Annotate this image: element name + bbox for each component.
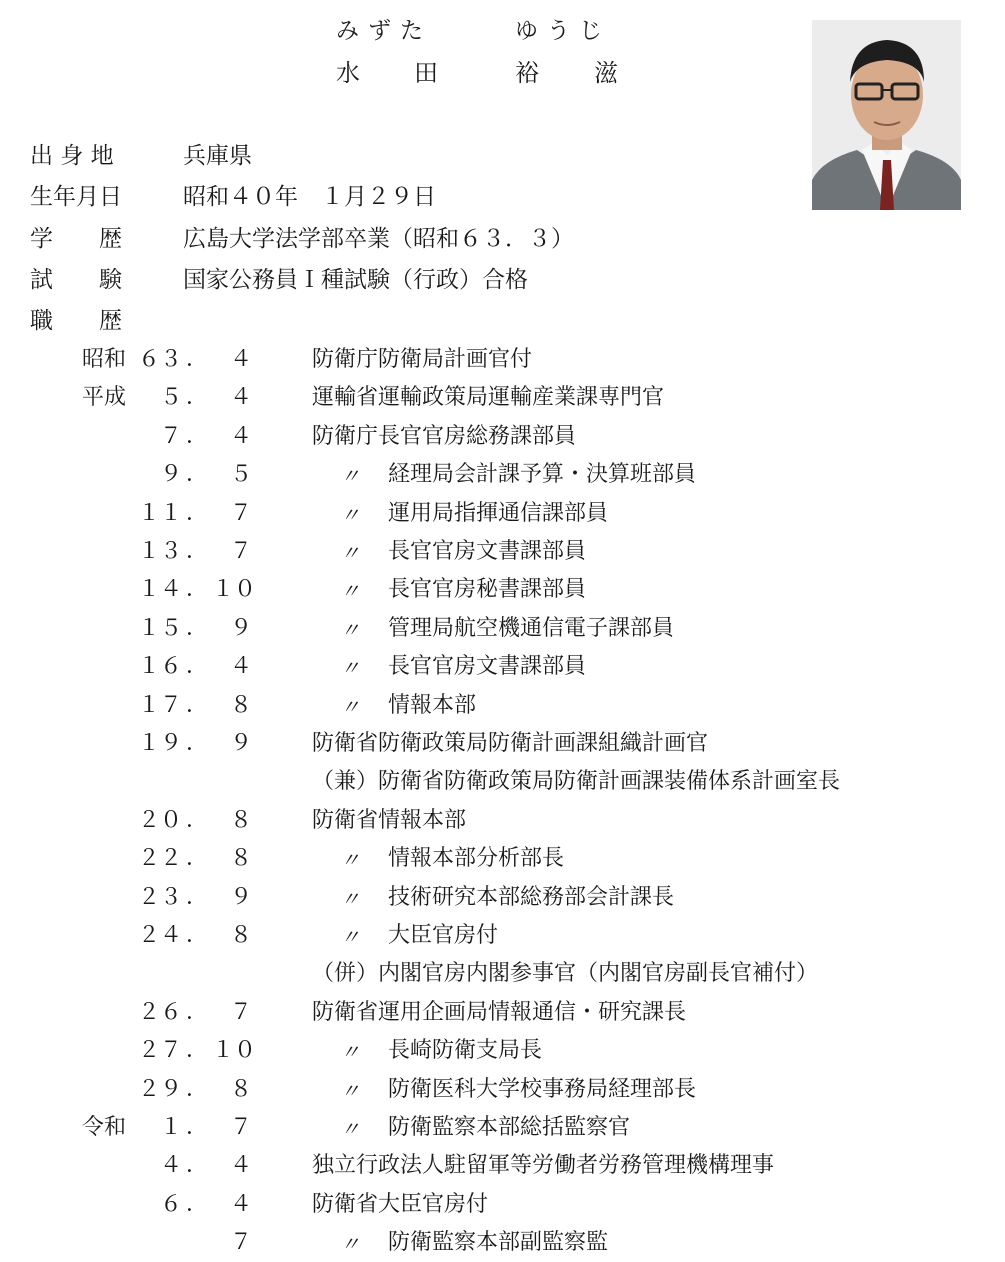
career-year: ２３ — [137, 885, 182, 910]
career-year: ５ — [159, 385, 182, 410]
name-kanji-given-1: 裕 — [515, 59, 539, 87]
career-month: ４ — [229, 347, 252, 372]
career-description: 技術研究本部総務部会計課長 — [388, 885, 675, 910]
career-description: 情報本部分析部長 — [388, 846, 565, 871]
career-year: ２７ — [137, 1038, 182, 1063]
career-description: 防衛医科大学校事務局経理部長 — [388, 1077, 697, 1102]
career-year: ４ — [159, 1153, 182, 1178]
value-exam: 国家公務員Ｉ種試験（行政）合格 — [183, 267, 528, 293]
career-dot: ． — [186, 385, 209, 410]
career-year: １６ — [137, 654, 182, 679]
career-year: ２６ — [137, 1000, 182, 1025]
label-career: 職 歴 — [30, 308, 122, 334]
career-description: 経理局会計課予算・決算班部員 — [388, 462, 697, 487]
career-description: 長官官房文書課部員 — [388, 539, 587, 564]
career-era: 平成 — [82, 385, 127, 410]
career-description: 防衛省防衛政策局防衛計画課組織計画官 — [312, 731, 709, 756]
career-month: ８ — [229, 1077, 252, 1102]
career-dot: ． — [186, 885, 209, 910]
career-description: 防衛監察本部副監察監 — [388, 1230, 609, 1255]
career-year: １３ — [137, 539, 182, 564]
career-month: ４ — [229, 1153, 252, 1178]
career-month: ７ — [229, 1115, 252, 1140]
career-month: ９ — [229, 885, 252, 910]
portrait-photo — [812, 20, 961, 210]
person-portrait-icon — [812, 20, 961, 210]
career-dot: ． — [186, 654, 209, 679]
career-dot: ． — [186, 616, 209, 641]
value-birthdate: 昭和４０年 １月２９日 — [183, 184, 436, 210]
career-month: ４ — [229, 1192, 252, 1217]
label-education: 学 歴 — [30, 226, 122, 252]
career-month: ８ — [229, 693, 252, 718]
name-kana-given: ゆうじ — [515, 18, 611, 44]
career-month: ４ — [229, 654, 252, 679]
career-year: ２４ — [137, 923, 182, 948]
career-month: ５ — [229, 462, 252, 487]
value-education: 広島大学法学部卒業（昭和６３．３） — [183, 226, 574, 252]
career-dot: ． — [186, 577, 209, 602]
career-dot: ． — [186, 1038, 209, 1063]
career-month: ９ — [229, 731, 252, 756]
career-dot: ． — [186, 539, 209, 564]
career-year: ６３ — [137, 347, 182, 372]
career-month: ８ — [229, 923, 252, 948]
career-year: ６ — [159, 1192, 182, 1217]
career-year: ７ — [159, 424, 182, 449]
ditto-mark: 〃 — [340, 887, 360, 911]
career-dot: ． — [186, 731, 209, 756]
label-birthdate: 生年月日 — [30, 184, 122, 210]
career-dot: ． — [186, 1153, 209, 1178]
career-month: ８ — [229, 808, 252, 833]
career-dot: ． — [186, 693, 209, 718]
career-description: 防衛省運用企画局情報通信・研究課長 — [312, 1000, 687, 1025]
career-dot: ． — [186, 1000, 209, 1025]
career-month: ７ — [229, 539, 252, 564]
career-year: ９ — [159, 462, 182, 487]
career-description: 長崎防衛支局長 — [388, 1038, 543, 1063]
career-description: 独立行政法人駐留軍等労働者労務管理機構理事 — [312, 1153, 775, 1178]
career-description: 長官官房文書課部員 — [388, 654, 587, 679]
career-description: 防衛監察本部総括監察官 — [388, 1115, 631, 1140]
ditto-mark: 〃 — [340, 1232, 360, 1256]
career-year: １７ — [137, 693, 182, 718]
career-month: １０ — [212, 577, 257, 602]
career-dot: ． — [186, 424, 209, 449]
career-description: 運輸省運輸政策局運輸産業課専門官 — [312, 385, 665, 410]
career-month: ７ — [229, 501, 252, 526]
career-dot: ． — [186, 462, 209, 487]
career-dot: ． — [186, 1192, 209, 1217]
career-description: （併）内閣官房内閣参事官（内閣官房副長官補付） — [312, 961, 819, 986]
career-month: ７ — [229, 1000, 252, 1025]
ditto-mark: 〃 — [340, 695, 360, 719]
career-description: 大臣官房付 — [388, 923, 499, 948]
career-dot: ． — [186, 347, 209, 372]
name-kanji-given-2: 滋 — [594, 59, 618, 87]
label-exam: 試 験 — [30, 267, 122, 293]
ditto-mark: 〃 — [340, 579, 360, 603]
ditto-mark: 〃 — [340, 848, 360, 872]
career-dot: ． — [186, 1077, 209, 1102]
career-month: １０ — [212, 1038, 257, 1063]
career-description: （兼）防衛省防衛政策局防衛計画課装備体系計画室長 — [312, 769, 841, 794]
name-kanji-family-1: 水 — [336, 59, 360, 87]
career-description: 防衛省大臣官房付 — [312, 1192, 489, 1217]
career-year: １１ — [137, 501, 182, 526]
career-month: ４ — [229, 385, 252, 410]
career-year: ２９ — [137, 1077, 182, 1102]
career-era: 令和 — [82, 1115, 127, 1140]
career-era: 昭和 — [82, 347, 127, 372]
career-month: ７ — [229, 1230, 252, 1255]
career-description: 防衛庁防衛局計画官付 — [312, 347, 533, 372]
career-description: 情報本部 — [388, 693, 477, 718]
name-kanji-family-2: 田 — [414, 59, 438, 87]
ditto-mark: 〃 — [340, 618, 360, 642]
career-description: 運用局指揮通信課部員 — [388, 501, 609, 526]
label-birthplace: 出 身 地 — [30, 143, 114, 169]
ditto-mark: 〃 — [340, 925, 360, 949]
career-dot: ． — [186, 808, 209, 833]
career-description: 防衛庁長官官房総務課部員 — [312, 424, 577, 449]
career-description: 長官官房秘書課部員 — [388, 577, 587, 602]
career-month: ８ — [229, 846, 252, 871]
career-year: １ — [159, 1115, 182, 1140]
career-description: 防衛省情報本部 — [312, 808, 467, 833]
ditto-mark: 〃 — [340, 1040, 360, 1064]
name-kana-family: みずた — [336, 18, 432, 44]
ditto-mark: 〃 — [340, 541, 360, 565]
career-dot: ． — [186, 923, 209, 948]
career-year: ２０ — [137, 808, 182, 833]
career-year: １９ — [137, 731, 182, 756]
career-month: ４ — [229, 424, 252, 449]
ditto-mark: 〃 — [340, 1117, 360, 1141]
career-dot: ． — [186, 501, 209, 526]
ditto-mark: 〃 — [340, 464, 360, 488]
career-month: ９ — [229, 616, 252, 641]
value-birthplace: 兵庫県 — [183, 143, 252, 169]
career-description: 管理局航空機通信電子課部員 — [388, 616, 675, 641]
ditto-mark: 〃 — [340, 503, 360, 527]
career-year: ２２ — [137, 846, 182, 871]
career-dot: ． — [186, 846, 209, 871]
career-year: １５ — [137, 616, 182, 641]
career-dot: ． — [186, 1115, 209, 1140]
career-year: １４ — [137, 577, 182, 602]
ditto-mark: 〃 — [340, 656, 360, 680]
ditto-mark: 〃 — [340, 1079, 360, 1103]
